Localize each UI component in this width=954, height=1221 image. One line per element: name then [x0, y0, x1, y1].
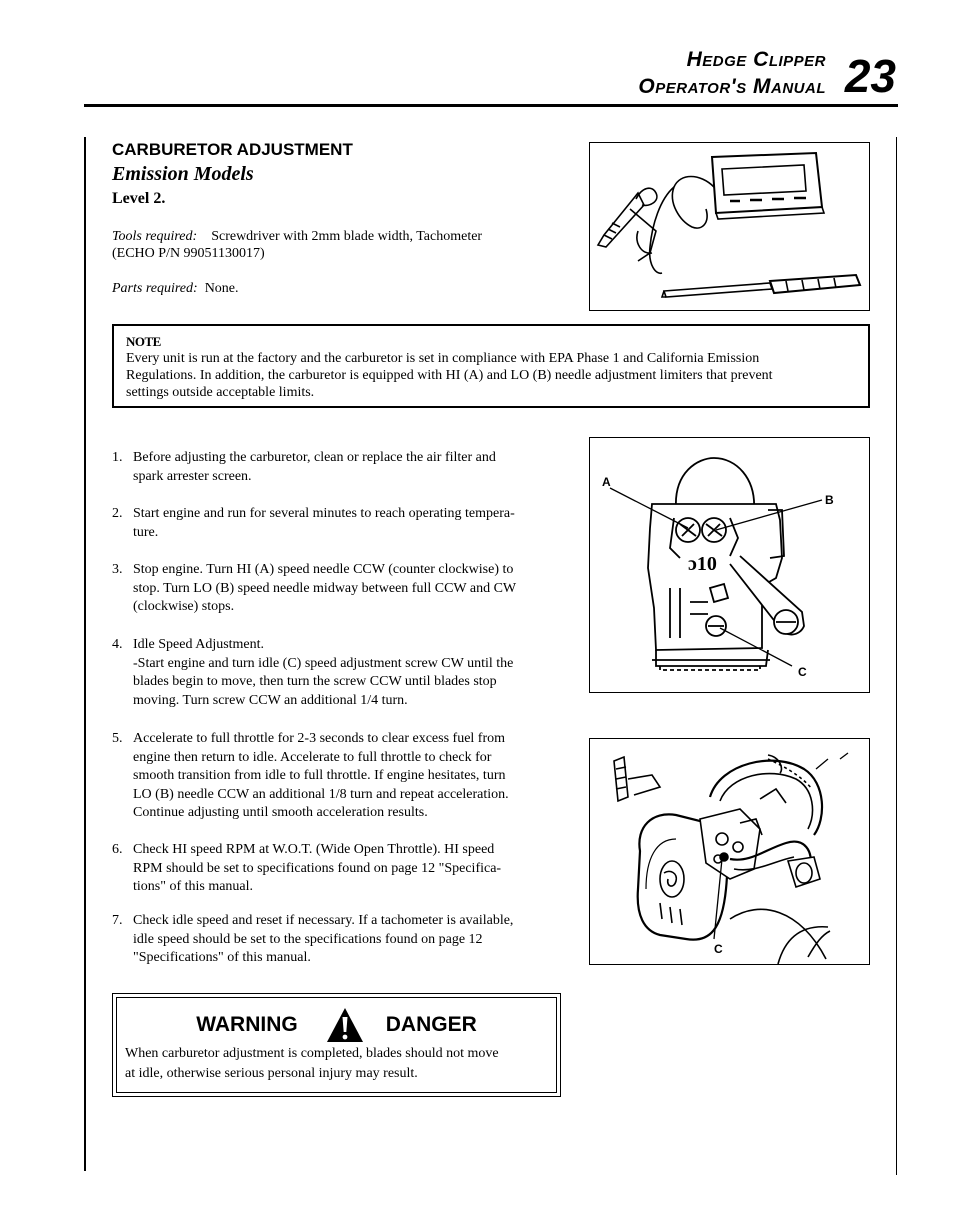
- step-number: 5.: [112, 731, 123, 746]
- tools-label: Tools required:: [112, 229, 198, 244]
- svg-text:ɔ10: ɔ10: [688, 553, 717, 575]
- page-number: 23: [844, 50, 896, 102]
- section-subtitle: Emission Models: [112, 163, 254, 185]
- engine-idle-screw-illustration: [590, 739, 869, 964]
- manual-title: [638, 46, 826, 100]
- step-item: [112, 636, 557, 710]
- step-line: Before adjusting the carburetor, clean or replace the air filter and: [133, 450, 496, 465]
- note-box: [112, 324, 870, 408]
- step-item: [112, 561, 557, 617]
- step-line: Accelerate to full throttle for 2-3 seconds to clear excess fuel from: [133, 731, 506, 746]
- warning-label: WARNING: [196, 1013, 298, 1036]
- step-number: 1.: [112, 450, 123, 465]
- manual-title-line1: Hedge Clipper: [686, 48, 826, 71]
- step-number: 7.: [112, 913, 123, 928]
- step-line: idle speed should be set to the specifications found on page 12: [133, 931, 483, 947]
- warning-line2: at idle, otherwise serious personal injury may result.: [125, 1066, 418, 1081]
- tools-figure: [589, 142, 870, 311]
- tools-required: [112, 228, 572, 262]
- step-number: 3.: [112, 562, 123, 577]
- engine-figure: [589, 738, 870, 965]
- manual-title-line2: Operator's Manual: [638, 75, 826, 98]
- tools-line2: (ECHO P/N 99051130017): [112, 246, 265, 261]
- step-line: spark arrester screen.: [133, 468, 252, 484]
- label-c-engine: C: [714, 942, 723, 956]
- warning-heading: [125, 1002, 548, 1048]
- label-c: C: [798, 665, 807, 679]
- tools-line1: Screwdriver with 2mm blade width, Tachometer: [211, 229, 483, 244]
- step-line: Continue adjusting until smooth acceleration results.: [133, 805, 428, 820]
- step-line: blades begin to move, then turn the screw CCW until blades stop: [133, 674, 497, 689]
- note-line3: settings outside acceptable limits.: [126, 385, 315, 400]
- left-margin-rule: [84, 137, 86, 1171]
- step-line: Idle Speed Adjustment.: [133, 637, 265, 652]
- step-item: [112, 841, 557, 897]
- step-line: LO (B) needle CCW an additional 1/8 turn and repeat acceleration.: [133, 786, 509, 802]
- step-line: "Specifications" of this manual.: [133, 950, 311, 965]
- section-title: CARBURETOR ADJUSTMENT: [112, 140, 353, 159]
- step-line: -Start engine and turn idle (C) speed adjustment screw CW until the: [133, 655, 514, 671]
- step-line: stop. Turn LO (B) speed needle midway between full CCW and CW: [133, 580, 517, 596]
- warning-text: [125, 1044, 548, 1084]
- parts-required: [112, 281, 239, 297]
- step-item: [112, 505, 557, 542]
- step-item: [112, 912, 557, 968]
- step-line: Check HI speed RPM at W.O.T. (Wide Open Throttle). HI speed: [133, 842, 495, 857]
- step-line: Stop engine. Turn HI (A) speed needle CCW (counter clockwise) to: [133, 562, 514, 577]
- step-line: engine then return to idle. Accelerate to full throttle to check for: [133, 749, 492, 765]
- header-rule: [84, 104, 898, 107]
- step-item: [112, 449, 557, 486]
- step-number: 2.: [112, 506, 123, 521]
- label-a: A: [602, 475, 611, 489]
- warning-box-inner: [116, 997, 557, 1093]
- section-level: Level 2.: [112, 190, 166, 207]
- step-line: ture.: [133, 524, 159, 540]
- tachometer-screwdriver-illustration: [590, 143, 869, 310]
- step-line: Check idle speed and reset if necessary. If a tachometer is available,: [133, 913, 514, 928]
- warning-box: [112, 993, 561, 1097]
- step-line: (clockwise) stops.: [133, 599, 235, 614]
- step-line: smooth transition from idle to full throttle. If engine hesitates, turn: [133, 768, 506, 783]
- step-number: 6.: [112, 842, 123, 857]
- parts-label: Parts required:: [112, 281, 198, 296]
- step-line: RPM should be set to specifications found on page 12 "Specifica-: [133, 860, 502, 876]
- step-item: [112, 730, 557, 823]
- carburetor-figure: [589, 437, 870, 693]
- step-line: Start engine and run for several minutes to reach operating tempera-: [133, 506, 515, 521]
- note-line2: Regulations. In addition, the carburetor is equipped with HI (A) and LO (B) needle adjustment limiters that prevent: [126, 368, 773, 383]
- parts-value: None.: [204, 281, 239, 296]
- warning-line1: When carburetor adjustment is completed, blades should not move: [125, 1046, 499, 1061]
- carburetor-needle-illustration: [590, 438, 869, 692]
- note-line1: Every unit is run at the factory and the carburetor is set in compliance with EPA Phase 1 and California Emission: [126, 351, 760, 366]
- warning-triangle-icon: [326, 1007, 364, 1043]
- step-line: tions" of this manual.: [133, 879, 254, 894]
- step-number: 4.: [112, 637, 123, 652]
- label-b: B: [825, 493, 834, 507]
- step-line: moving. Turn screw CCW an additional 1/4 turn.: [133, 692, 408, 708]
- danger-label: DANGER: [385, 1013, 477, 1036]
- right-margin-rule: [896, 137, 897, 1175]
- note-heading: NOTE: [126, 334, 161, 349]
